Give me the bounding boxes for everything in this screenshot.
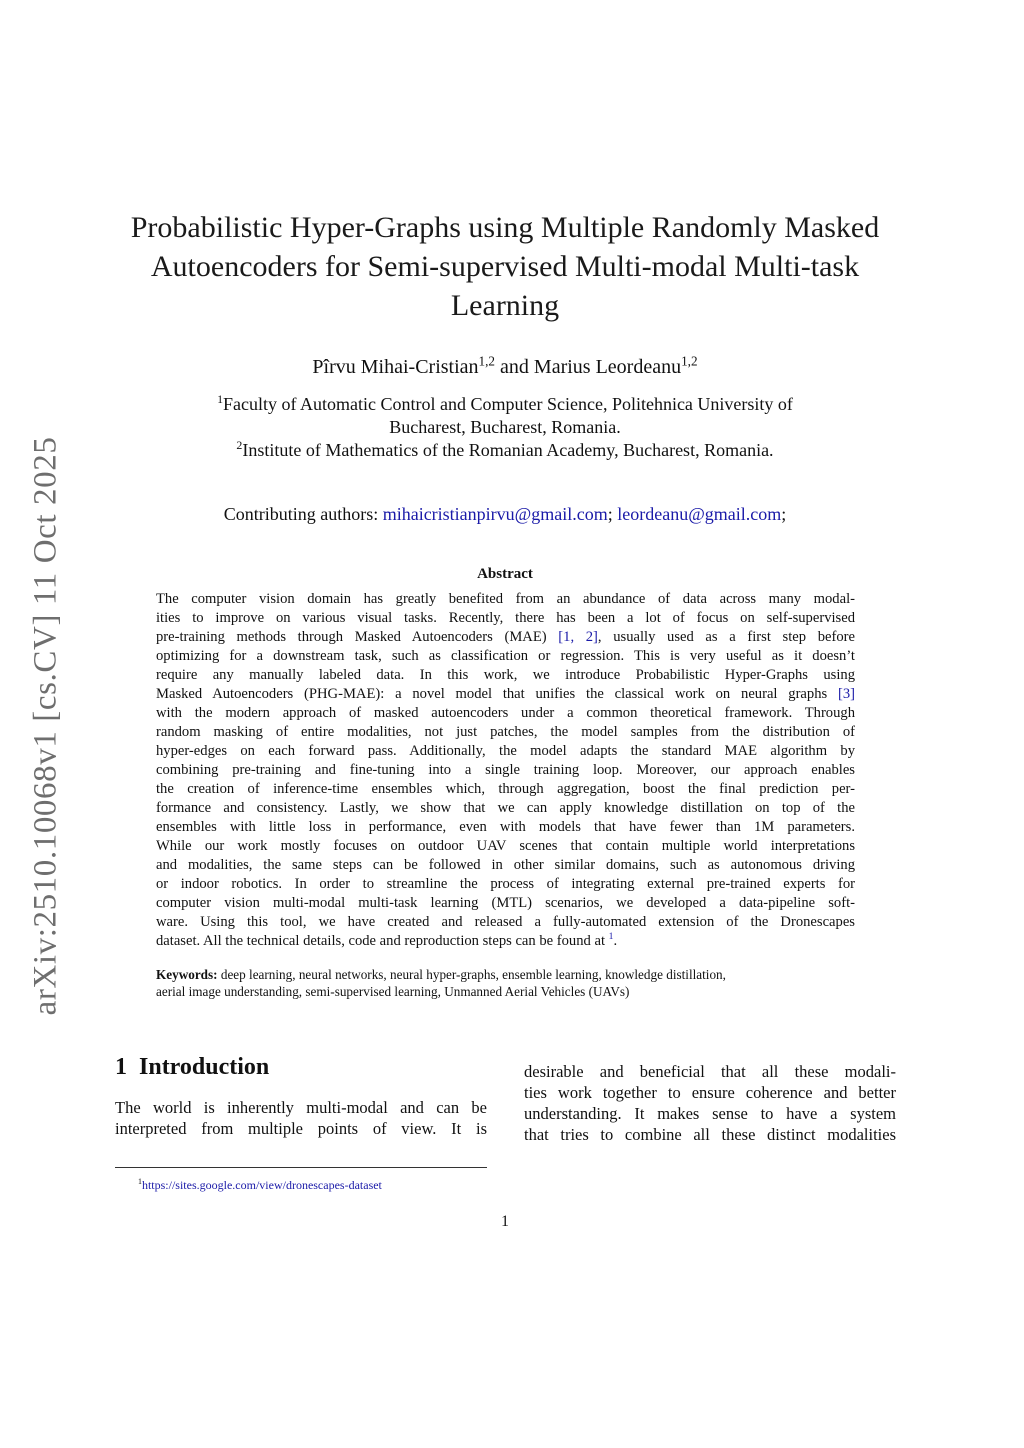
footnote [138, 1178, 382, 1193]
abstract-heading: Abstract [477, 566, 533, 582]
abstract-line: computer vision multi-modal multi-task learning (MTL) scenarios, we developed a data-pipeline soft- [156, 895, 855, 911]
affiliation-marker: 1,2 [478, 353, 496, 369]
footnote-url-link[interactable]: https://sites.google.com/view/dronescapes-dataset [141, 1178, 382, 1192]
abstract-line: with the modern approach of masked autoencoders under a common theoretical framework. Through [156, 705, 855, 721]
separator: ; [781, 504, 787, 524]
citation-link[interactable]: [1, 2] [558, 629, 598, 645]
footnote-marker: 1 [138, 1177, 142, 1186]
abstract-line: or indoor robotics. In order to streamline the process of integrating external pre-trained experts for [156, 876, 855, 892]
separator: ; [607, 504, 618, 524]
keywords-line: aerial image understanding, semi-supervised learning, Unmanned Aerial Vehicles (UAVs) [156, 984, 630, 999]
keywords-label: Keywords: [156, 967, 218, 982]
footnote-divider [115, 1167, 487, 1168]
abstract-body [156, 590, 855, 951]
body-text-line: understanding. It makes sense to have a system [524, 1104, 896, 1123]
section-title: Introduction [139, 1054, 270, 1080]
title-line: Learning [450, 289, 560, 322]
title-line: Probabilistic Hyper-Graphs using Multiple Randomly Masked [130, 211, 880, 244]
affiliation-2 [130, 439, 880, 462]
arxiv-identifier-stamp: arXiv:2510.10068v1 [cs.CV] 11 Oct 2025 [27, 436, 64, 1016]
paper-title [130, 208, 880, 325]
email-link[interactable]: mihaicristianpirvu@gmail.com [382, 504, 608, 524]
author-name: Pîrvu Mihai-Cristian [312, 356, 479, 378]
abstract-line: ensembles with little loss in performance, even with models that have fewer than 1M parameters. [156, 819, 855, 835]
abstract-line: combining pre-training and fine-tuning into a single training loop. Moreover, our approach enables [156, 762, 855, 778]
author-connector: and [495, 356, 534, 378]
abstract-line: require any manually labeled data. In this work, we introduce Probabilistic Hyper-Graphs using [156, 667, 855, 683]
abstract-line: Masked Autoencoders (PHG-MAE): a novel model that unifies the classical work on neural graphs [3] [156, 686, 855, 702]
affiliation-1 [130, 393, 880, 416]
abstract-line: While our work mostly focuses on outdoor UAV scenes that contain multiple world interpretations [156, 838, 855, 854]
abstract-line: ware. Using this tool, we have created and released a fully-automated extension of the Dronescapes [156, 914, 855, 930]
body-text-line: interpreted from multiple points of view. It is [115, 1119, 487, 1138]
page-number: 1 [501, 1213, 509, 1230]
intro-column-left [115, 1097, 487, 1139]
keywords-text: deep learning, neural networks, neural hyper-graphs, ensemble learning, knowledge distillation, [217, 967, 726, 982]
abstract-line: optimizing for a downstream task, such as classification or regression. This is very useful as it doesn’t [156, 648, 855, 664]
section-number: 1 [115, 1054, 127, 1080]
affiliation-text: Faculty of Automatic Control and Computer Science, Politehnica University of [223, 394, 793, 414]
abstract-line: The computer vision domain has greatly benefited from an abundance of data across many modal- [156, 591, 855, 607]
affiliation-text: Institute of Mathematics of the Romanian Academy, Bucharest, Romania. [242, 440, 774, 460]
abstract-line: dataset. All the technical details, code and reproduction steps can be found at $^1$. [156, 931, 618, 949]
body-text-line: ties work together to ensure coherence and better [524, 1083, 896, 1102]
author-name: Marius Leordeanu [533, 356, 682, 378]
abstract-line: random masking of entire modalities, not just patches, the model samples from the distribution of [156, 724, 855, 740]
contributing-authors [130, 504, 880, 525]
title-line: Autoencoders for Semi-supervised Multi-modal Multi-task [150, 250, 860, 283]
body-text-line: desirable and beneficial that all these modali- [524, 1062, 896, 1081]
affiliation-1-continued: Bucharest, Bucharest, Romania. [389, 417, 621, 437]
body-text-line: that tries to combine all these distinct modalities [524, 1125, 896, 1144]
affiliations [130, 393, 880, 462]
affiliation-marker: 2 [236, 438, 243, 452]
affiliation-marker: 1,2 [681, 353, 698, 369]
abstract-line: the creation of inference-time ensembles which, through aggregation, boost the final prediction per- [156, 781, 855, 797]
body-text-line: The world is inherently multi-modal and can be [115, 1098, 487, 1117]
email-link[interactable]: leordeanu@gmail.com [617, 504, 782, 524]
contributing-label: Contributing authors: [223, 504, 383, 524]
keywords-line [156, 966, 855, 983]
abstract-line: ities to improve on various visual tasks. Recently, there has been a lot of focus on self-supervised [156, 610, 855, 626]
abstract-line: pre-training methods through Masked Autoencoders (MAE) [1, 2], usually used as a first step before [156, 629, 855, 645]
section-heading-introduction [115, 1054, 269, 1081]
citation-link[interactable]: [3] [837, 686, 855, 702]
abstract-line: and modalities, the same steps can be followed in other similar domains, such as autonomous driving [156, 857, 855, 873]
footnote-ref-link[interactable]: 1 [608, 931, 614, 943]
author-list [130, 353, 880, 379]
keywords [156, 966, 855, 1000]
affiliation-marker: 1 [217, 392, 224, 406]
intro-column-right [524, 1061, 896, 1145]
abstract-line: hyper-edges on each forward pass. Additionally, the model adapts the standard MAE algorithm by [156, 743, 855, 759]
abstract-line: formance and consistency. Lastly, we show that we can apply knowledge distillation on top of the [156, 800, 855, 816]
